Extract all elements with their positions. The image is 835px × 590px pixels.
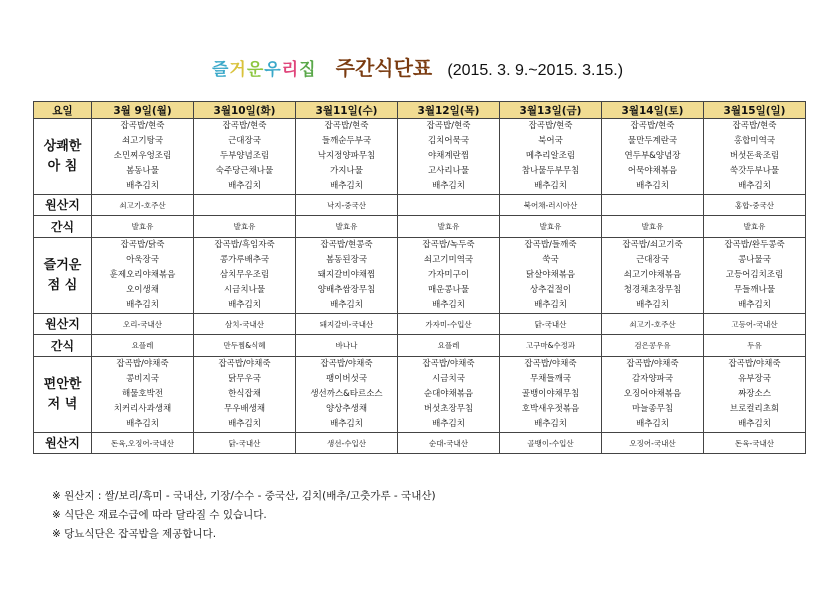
origin-cell: 돈육,오징어-국내산	[92, 433, 194, 454]
menu-item: 잡곡밥/야채죽	[728, 359, 781, 369]
origin-cell: 가자미-수입산	[398, 314, 500, 335]
menu-item: 배추김치	[636, 419, 669, 429]
menu-item: 잡곡밥/현죽	[426, 121, 471, 131]
menu-cell	[500, 238, 602, 314]
menu-item: 짜장소스	[738, 389, 771, 399]
lunch-label	[34, 238, 92, 314]
snack1-row	[34, 216, 806, 238]
snack2-row	[34, 335, 806, 357]
origin-cell: 고등어-국내산	[704, 314, 806, 335]
menu-item: 근대장국	[228, 136, 261, 146]
dinner-row	[34, 357, 806, 433]
header-label: 요일	[34, 102, 92, 119]
menu-item: 잡곡밥/쇠고기죽	[622, 240, 683, 250]
origin-cell: 쇠고기-호주산	[92, 195, 194, 216]
menu-item: 버섯돈육조림	[729, 151, 780, 161]
row-label-line: 점 심	[47, 277, 78, 293]
title-main: 주간식단표	[335, 56, 433, 80]
menu-item: 배추김치	[330, 419, 363, 429]
menu-item: 북어국	[538, 136, 563, 146]
day-header: 3월14일(토)	[602, 102, 704, 119]
row-label-line: 상쾌한	[43, 138, 82, 154]
day-header: 3월15일(일)	[704, 102, 806, 119]
menu-cell	[194, 238, 296, 314]
menu-item: 치커리사과생채	[113, 404, 172, 414]
menu-item: 들깨순두부국	[321, 136, 372, 146]
menu-cell	[194, 357, 296, 433]
origin3-row	[34, 433, 806, 454]
snack1-label: 간식	[34, 216, 92, 238]
menu-cell	[296, 357, 398, 433]
snack-cell: 만두찜&식혜	[194, 335, 296, 357]
origin-cell: 순대-국내산	[398, 433, 500, 454]
menu-cell	[398, 119, 500, 195]
menu-item: 오징어야채볶음	[623, 389, 682, 399]
menu-item: 잡곡밥/현죽	[732, 121, 777, 131]
menu-item: 한식잡채	[228, 389, 261, 399]
menu-item: 배추김치	[228, 181, 261, 191]
origin-cell: 닭-국내산	[500, 314, 602, 335]
origin3-label: 원산지	[34, 433, 92, 454]
menu-cell	[92, 238, 194, 314]
menu-item: 홍합미역국	[733, 136, 776, 146]
title-prefix	[212, 60, 317, 80]
menu-item: 쑥갓두부나물	[729, 166, 780, 176]
menu-item: 팽이버섯국	[325, 374, 368, 384]
day-header: 3월 9일(월)	[92, 102, 194, 119]
menu-item: 쇠고기야채볶음	[623, 270, 682, 280]
menu-cell	[296, 238, 398, 314]
notes	[52, 487, 436, 544]
menu-item: 콩비지국	[126, 374, 159, 384]
menu-item: 마늘종무침	[631, 404, 674, 414]
menu-item: 배추김치	[432, 181, 465, 191]
menu-item: 버섯초장무침	[423, 404, 474, 414]
row-label-line: 편안한	[43, 376, 82, 392]
menu-item: 잡곡밥/야채죽	[320, 359, 373, 369]
menu-cell	[194, 119, 296, 195]
snack-cell: 발효유	[194, 216, 296, 238]
origin-cell: 낙지-중국산	[296, 195, 398, 216]
header-row	[34, 102, 806, 119]
title-char: 집	[299, 60, 317, 80]
page-title	[0, 52, 835, 81]
menu-item: 배추김치	[738, 419, 771, 429]
snack2-label: 간식	[34, 335, 92, 357]
menu-item: 배추김치	[636, 300, 669, 310]
dinner-label	[34, 357, 92, 433]
menu-item: 잡곡밥/현콩죽	[320, 240, 373, 250]
menu-item: 배추김치	[534, 300, 567, 310]
menu-item: 무들깨나물	[733, 285, 776, 295]
menu-item: 훈제오리야채볶음	[109, 270, 176, 280]
menu-item: 낙지정양파무침	[317, 151, 376, 161]
menu-item: 잡곡밥/흑임자죽	[214, 240, 275, 250]
menu-item: 닭살야채볶음	[525, 270, 576, 280]
menu-item: 잡곡밥/야채죽	[218, 359, 271, 369]
menu-item: 참나물두부무침	[521, 166, 580, 176]
note-origin: ※ 원산지 : 쌀/보리/흑미 - 국내산, 기장/수수 - 중국산, 김치(배추/고춧가루 - 국내산)	[52, 490, 436, 502]
menu-item: 배추김치	[432, 300, 465, 310]
snack-cell: 발효유	[398, 216, 500, 238]
menu-item: 잡곡밥/들깨죽	[524, 240, 577, 250]
snack-cell: 발효유	[602, 216, 704, 238]
menu-item: 잡곡밥/현죽	[120, 121, 165, 131]
row-label-line: 즐거운	[43, 257, 82, 273]
menu-item: 오이생채	[126, 285, 159, 295]
menu-item: 닭무우국	[228, 374, 261, 384]
row-label-line: 저 녁	[47, 396, 78, 412]
menu-item: 배추김치	[636, 181, 669, 191]
weekly-menu-table	[33, 101, 806, 454]
menu-item: 배추김치	[228, 419, 261, 429]
origin-cell: 북어채-러시아산	[500, 195, 602, 216]
menu-item: 호박새우젓볶음	[521, 404, 580, 414]
menu-item: 콩나물국	[738, 255, 771, 265]
menu-item: 아욱장국	[126, 255, 159, 265]
menu-item: 시금치국	[432, 374, 465, 384]
menu-item: 배추김치	[126, 181, 159, 191]
menu-item: 무우배생채	[223, 404, 266, 414]
menu-item: 가자미구이	[427, 270, 470, 280]
menu-cell	[602, 119, 704, 195]
menu-cell	[398, 238, 500, 314]
menu-item: 청경채초장무침	[623, 285, 682, 295]
menu-item: 배추김치	[228, 300, 261, 310]
menu-item: 어묵야채볶음	[627, 166, 678, 176]
menu-item: 고사리나물	[427, 166, 470, 176]
menu-item: 두부양념조림	[219, 151, 270, 161]
origin-cell: 골뱅이-수입산	[500, 433, 602, 454]
menu-item: 잡곡밥/야채죽	[116, 359, 169, 369]
menu-item: 브로컬리초회	[729, 404, 780, 414]
menu-item: 삼치무우조림	[219, 270, 270, 280]
menu-item: 김치어묵국	[427, 136, 470, 146]
menu-item: 잡곡밥/현죽	[630, 121, 675, 131]
menu-cell	[704, 238, 806, 314]
menu-item: 잡곡밥/닭죽	[120, 240, 165, 250]
origin-cell: 닭-국내산	[194, 433, 296, 454]
day-header: 3월10일(화)	[194, 102, 296, 119]
menu-item: 야채계란찜	[427, 151, 470, 161]
menu-cell	[398, 357, 500, 433]
day-header: 3월13일(금)	[500, 102, 602, 119]
title-char: 즐	[211, 60, 230, 80]
title-char: 운	[246, 60, 265, 80]
menu-item: 무채들깨국	[529, 374, 572, 384]
menu-cell	[704, 357, 806, 433]
menu-item: 배추김치	[330, 181, 363, 191]
origin-cell: 홍합-중국산	[704, 195, 806, 216]
menu-item: 잡곡밥/야채죽	[422, 359, 475, 369]
menu-cell	[92, 119, 194, 195]
menu-item: 시금치나물	[223, 285, 266, 295]
menu-item: 숙주당근채나물	[215, 166, 274, 176]
menu-cell	[296, 119, 398, 195]
menu-item: 상추겉절이	[529, 285, 572, 295]
origin-cell: 오리-국내산	[92, 314, 194, 335]
title-char: 거	[229, 60, 247, 80]
snack-cell: 바나나	[296, 335, 398, 357]
menu-item: 배추김치	[534, 419, 567, 429]
menu-cell	[602, 357, 704, 433]
snack-cell: 요플레	[92, 335, 194, 357]
breakfast-label	[34, 119, 92, 195]
menu-item: 배추김치	[126, 419, 159, 429]
menu-item: 봄동된장국	[325, 255, 368, 265]
snack-cell: 검은콩우유	[602, 335, 704, 357]
row-label-line: 아 침	[47, 158, 78, 174]
menu-item: 잡곡밥/완두콩죽	[724, 240, 785, 250]
snack-cell: 요플레	[398, 335, 500, 357]
origin1-label: 원산지	[34, 195, 92, 216]
menu-item: 골뱅이야채무침	[521, 389, 580, 399]
menu-item: 유부장국	[738, 374, 771, 384]
menu-item: 잡곡밥/현죽	[528, 121, 573, 131]
note-diabetic: ※ 당뇨식단은 잡곡밥을 제공합니다.	[52, 528, 217, 540]
origin-cell: 돼지갈비-국내산	[296, 314, 398, 335]
menu-item: 고등어김치조림	[725, 270, 784, 280]
day-header: 3월11일(수)	[296, 102, 398, 119]
note-supply: ※ 식단은 재료수급에 따라 달라질 수 있습니다.	[52, 509, 267, 521]
menu-item: 콩가루배추국	[219, 255, 270, 265]
menu-item: 메추리알조림	[525, 151, 576, 161]
menu-item: 배추김치	[534, 181, 567, 191]
origin1-row	[34, 195, 806, 216]
origin-cell: 돈육-국내산	[704, 433, 806, 454]
snack-cell: 발효유	[704, 216, 806, 238]
snack-cell: 발효유	[296, 216, 398, 238]
menu-item: 양상추생채	[325, 404, 368, 414]
origin-cell: 삼치-국내산	[194, 314, 296, 335]
origin-cell: 쇠고기-호주산	[602, 314, 704, 335]
origin-cell: 오징어-국내산	[602, 433, 704, 454]
snack-cell: 발효유	[500, 216, 602, 238]
menu-item: 감자양파국	[631, 374, 674, 384]
menu-item: 가지나물	[330, 166, 363, 176]
breakfast-row	[34, 119, 806, 195]
snack-cell: 발효유	[92, 216, 194, 238]
origin-cell	[194, 195, 296, 216]
menu-item: 쑥국	[542, 255, 559, 265]
title-char: 우	[264, 60, 282, 80]
menu-item: 순대야채볶음	[423, 389, 474, 399]
menu-item: 잡곡밥/야채죽	[626, 359, 679, 369]
title-char: 리	[281, 60, 300, 80]
menu-item: 배추김치	[432, 419, 465, 429]
menu-item: 배추김치	[126, 300, 159, 310]
origin-cell	[602, 195, 704, 216]
menu-cell	[704, 119, 806, 195]
menu-item: 양배추쌈장무침	[317, 285, 376, 295]
menu-item: 쇠고기미역국	[423, 255, 474, 265]
menu-item: 잡곡밥/현죽	[222, 121, 267, 131]
menu-item: 생선까스&타르소스	[310, 389, 383, 399]
menu-item: 매운콩나물	[427, 285, 470, 295]
menu-item: 잡곡밥/현죽	[324, 121, 369, 131]
menu-cell	[500, 357, 602, 433]
menu-item: 잡곡밥/녹두죽	[422, 240, 475, 250]
menu-item: 해물호박전	[121, 389, 164, 399]
menu-item: 배추김치	[738, 181, 771, 191]
menu-item: 근대장국	[636, 255, 669, 265]
menu-item: 물만두계란국	[627, 136, 678, 146]
menu-item: 봄동나물	[126, 166, 159, 176]
menu-cell	[500, 119, 602, 195]
origin-cell	[398, 195, 500, 216]
menu-item: 잡곡밥/야채죽	[524, 359, 577, 369]
title-period: (2015. 3. 9.~2015. 3.15.)	[447, 62, 624, 79]
origin-cell: 생선-수입산	[296, 433, 398, 454]
menu-item: 배추김치	[330, 300, 363, 310]
menu-cell	[602, 238, 704, 314]
menu-item: 쇠고기탕국	[121, 136, 164, 146]
menu-item: 소민찌우엉조림	[113, 151, 172, 161]
lunch-row	[34, 238, 806, 314]
menu-item: 배추김치	[738, 300, 771, 310]
menu-cell	[92, 357, 194, 433]
menu-item: 돼지갈비야채찜	[317, 270, 376, 280]
origin2-label: 원산지	[34, 314, 92, 335]
snack-cell: 고구마&수정과	[500, 335, 602, 357]
snack-cell: 두유	[704, 335, 806, 357]
day-header: 3월12일(목)	[398, 102, 500, 119]
menu-item: 연두부&양념장	[624, 151, 681, 161]
origin2-row	[34, 314, 806, 335]
